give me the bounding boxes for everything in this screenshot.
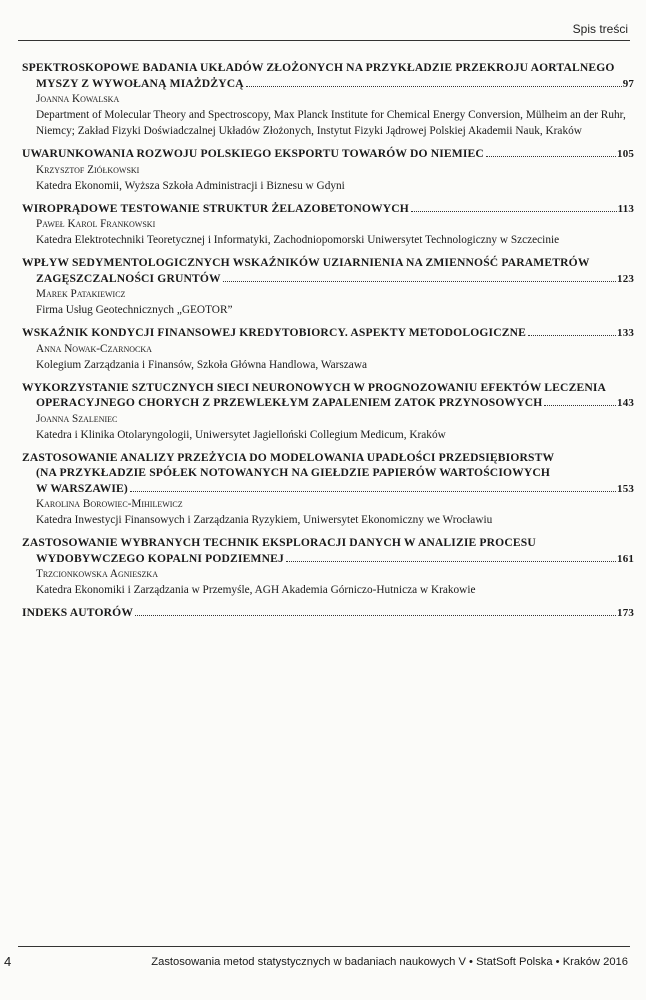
- entry-title-text: WYDOBYWCZEGO KOPALNI PODZIEMNEJ: [36, 551, 284, 565]
- header-rule: [18, 40, 630, 41]
- dot-leader: [130, 491, 616, 492]
- entry-title-text: ZAGĘSZCZALNOŚCI GRUNTÓW: [36, 271, 221, 285]
- toc-entry: [22, 380, 634, 443]
- toc-entry: [22, 201, 634, 249]
- entry-title-text: MYSZY Z WYWOŁANĄ MIAŻDŻYCĄ: [36, 76, 244, 90]
- dot-leader: [528, 335, 616, 336]
- entry-title-line: ZASTOSOWANIE WYBRANYCH TECHNIK EKSPLORACJI DANYCH W ANALIZIE PROCESU: [22, 536, 536, 549]
- entry-title-text: W WARSZAWIE): [36, 481, 128, 495]
- entry-affiliation: Katedra Ekonomiki i Zarządzania w Przemyśle, AGH Akademia Górniczo-Hutnicza w Krakowie: [36, 584, 476, 596]
- entry-author: Joanna Szaleniec: [36, 412, 118, 425]
- entry-affiliation: Firma Usług Geotechnicznych „GEOTOR”: [36, 304, 233, 316]
- page-number: 161: [617, 552, 634, 565]
- entry-affiliation: Kolegium Zarządzania i Finansów, Szkoła Główna Handlowa, Warszawa: [36, 358, 367, 371]
- index-title[interactable]: [22, 605, 634, 622]
- index-title-text: INDEKS AUTORÓW: [22, 606, 134, 619]
- page-number: 133: [617, 327, 634, 339]
- toc-entry: [22, 535, 634, 598]
- entry-affiliation: Katedra i Klinika Otolaryngologii, Uniwersytet Jagielloński Collegium Medicum, Kraków: [36, 428, 446, 441]
- page-number: 97: [622, 77, 634, 90]
- dot-leader: [223, 281, 616, 282]
- entry-title[interactable]: [22, 201, 634, 218]
- entry-title-text: WSKAŹNIK KONDYCJI FINANSOWEJ KREDYTOBIORCY. ASPEKTY METODOLOGICZNE: [22, 326, 527, 339]
- entry-author: Trzcionkowska Agnieszka: [36, 568, 158, 580]
- entry-title-line: WPŁYW SEDYMENTOLOGICZNYCH WSKAŹNIKÓW UZIARNIENIA NA ZMIENNOŚĆ PARAMETRÓW: [22, 256, 590, 269]
- entry-title[interactable]: [22, 271, 634, 288]
- dot-leader: [486, 156, 616, 157]
- page-number: 173: [617, 607, 634, 619]
- toc-entry: [22, 60, 634, 139]
- entry-affiliation: Department of Molecular Theory and Spectroscopy, Max Planck Institute for Chemical Energy Conversion, Mülheim an der Ruhr, Niemcy; Zakład Fizyki Doświadczalnej Układów Złożonych, Instytut Fizyki Jądrowej Polskiej Akademii Nauk, Kraków: [36, 109, 626, 137]
- entry-title-text: WIROPRĄDOWE TESTOWANIE STRUKTUR ŻELAZOBETONOWYCH: [22, 201, 409, 215]
- dot-leader: [544, 405, 616, 406]
- entry-title[interactable]: [22, 551, 634, 568]
- footer-rule: [18, 946, 630, 947]
- page-number: 123: [617, 272, 634, 285]
- page-number: 143: [617, 397, 634, 409]
- footer-text: Zastosowania metod statystycznych w badaniach naukowych V • StatSoft Polska • Kraków 2016: [151, 956, 628, 968]
- entry-affiliation: Katedra Inwestycji Finansowych i Zarządzania Ryzykiem, Uniwersytet Ekonomiczny we Wrocławiu: [36, 514, 493, 526]
- entry-title-line: SPEKTROSKOPOWE BADANIA UKŁADÓW ZŁOŻONYCH NA PRZYKŁADZIE PRZEKROJU AORTALNEGO: [22, 61, 615, 74]
- page-number: 153: [617, 482, 634, 495]
- table-of-contents: [22, 60, 634, 629]
- footer-page-number: 4: [4, 954, 12, 969]
- entry-author: Karolina Borowiec-Mihilewicz: [36, 498, 183, 510]
- entry-affiliation: Katedra Elektrotechniki Teoretycznej i Informatyki, Zachodniopomorski Uniwersytet Technologiczny w Szczecinie: [36, 234, 560, 246]
- entry-title[interactable]: [22, 481, 634, 498]
- entry-affiliation: Katedra Ekonomii, Wyższa Szkoła Administracji i Biznesu w Gdyni: [36, 179, 345, 192]
- entry-title[interactable]: [22, 395, 634, 412]
- entry-author: Marek Patakiewicz: [36, 288, 126, 300]
- running-header: Spis treści: [572, 22, 628, 36]
- page-number: 113: [617, 202, 634, 215]
- dot-leader: [411, 211, 617, 212]
- toc-entry: [22, 146, 634, 194]
- dot-leader: [246, 86, 622, 87]
- index-entry: [22, 605, 634, 622]
- entry-author: Anna Nowak-Czarnocka: [36, 342, 152, 355]
- entry-title[interactable]: [22, 325, 634, 342]
- entry-title-text: OPERACYJNEGO CHORYCH Z PRZEWLEKŁYM ZAPALENIEM ZATOK PRZYNOSOWYCH: [36, 396, 543, 409]
- page-number: 105: [617, 148, 634, 160]
- dot-leader: [286, 561, 616, 562]
- dot-leader: [135, 615, 616, 616]
- entry-author: Joanna Kowalska: [36, 93, 120, 105]
- entry-title-line: (NA PRZYKŁADZIE SPÓŁEK NOTOWANYCH NA GIEŁDZIE PAPIERÓW WARTOŚCIOWYCH: [36, 466, 551, 479]
- entry-author: Paweł Karol Frankowski: [36, 218, 156, 230]
- toc-entry: [22, 255, 634, 318]
- entry-title[interactable]: [22, 76, 634, 93]
- entry-title[interactable]: [22, 146, 634, 163]
- toc-entry: [22, 325, 634, 373]
- entry-title-line: ZASTOSOWANIE ANALIZY PRZEŻYCIA DO MODELOWANIA UPADŁOŚCI PRZEDSIĘBIORSTW: [22, 450, 555, 464]
- entry-title-text: UWARUNKOWANIA ROZWOJU POLSKIEGO EKSPORTU TOWARÓW DO NIEMIEC: [22, 147, 484, 160]
- toc-entry: [22, 450, 634, 529]
- entry-author: Krzysztof Ziółkowski: [36, 163, 140, 176]
- entry-title-line: WYKORZYSTANIE SZTUCZNYCH SIECI NEURONOWYCH W PROGNOZOWANIU EFEKTÓW LECZENIA: [22, 380, 607, 394]
